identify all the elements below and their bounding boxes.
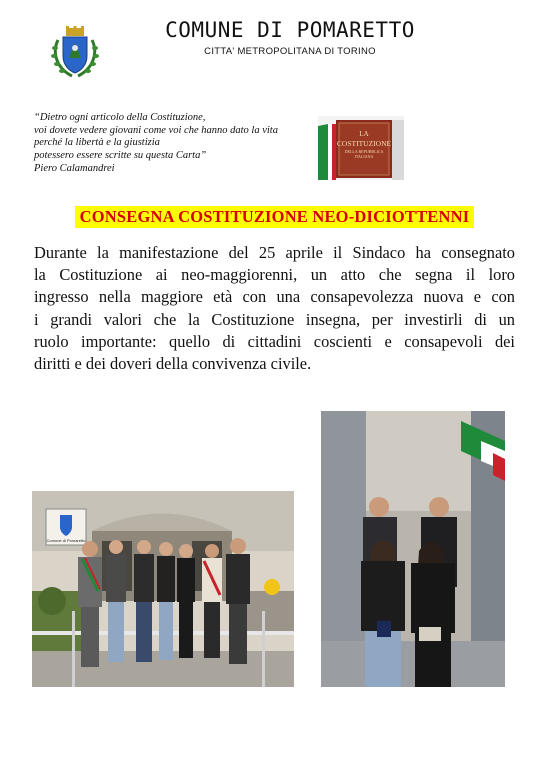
quote-line: voi dovete vedere giovani come voi che hanno dato la vita bbox=[34, 124, 278, 136]
body-line: ingresso nella maggiore età con una consapevolezza nuova e con bbox=[34, 287, 515, 307]
book-title-italiana: ITALIANA bbox=[354, 154, 374, 159]
quote-line: “Dietro ogni articolo della Costituzione, bbox=[34, 112, 206, 123]
book-title-la: LA bbox=[359, 130, 369, 138]
students-photo bbox=[321, 411, 505, 687]
article-body bbox=[34, 242, 515, 375]
quote-line: perché la libertà e la giustizia bbox=[34, 137, 160, 149]
book-title-costituzione: COSTITUZIONE bbox=[336, 139, 392, 148]
body-line: diritti e dei doveri della convivenza civile. bbox=[34, 354, 312, 374]
body-line: i grandi valori che la Costituzione insegna, per investirli di un bbox=[34, 309, 515, 329]
calamandrei-quote bbox=[34, 112, 334, 176]
headline-banner: CONSEGNA COSTITUZIONE NEO-DICIOTTENNI bbox=[75, 206, 475, 228]
municipal-crest-logo bbox=[48, 26, 102, 80]
body-line: ruolo importante: quello di cittadini coscienti e consapevoli dei bbox=[34, 331, 515, 351]
header bbox=[110, 18, 470, 57]
plaque-text: Comune di Pomaretto bbox=[46, 538, 86, 543]
book-title-repubblica: DELLA REPUBBLICA bbox=[344, 149, 384, 154]
quote-author: Piero Calamandrei bbox=[34, 162, 115, 174]
quote-line: potessero essere scritte su questa Carta” bbox=[34, 150, 207, 162]
constitution-book-image bbox=[318, 116, 404, 180]
municipality-title: COMUNE DI POMARETTO bbox=[165, 18, 415, 42]
group-photo bbox=[32, 491, 294, 687]
headline-wrap bbox=[0, 206, 549, 228]
body-line: la Costituzione ai neo-maggiorenni, un atto che segna il loro bbox=[34, 265, 515, 285]
body-line: Durante la manifestazione del 25 aprile il Sindaco ha consegnato bbox=[34, 243, 515, 262]
municipality-subtitle: CITTA' METROPOLITANA DI TORINO bbox=[204, 46, 376, 57]
